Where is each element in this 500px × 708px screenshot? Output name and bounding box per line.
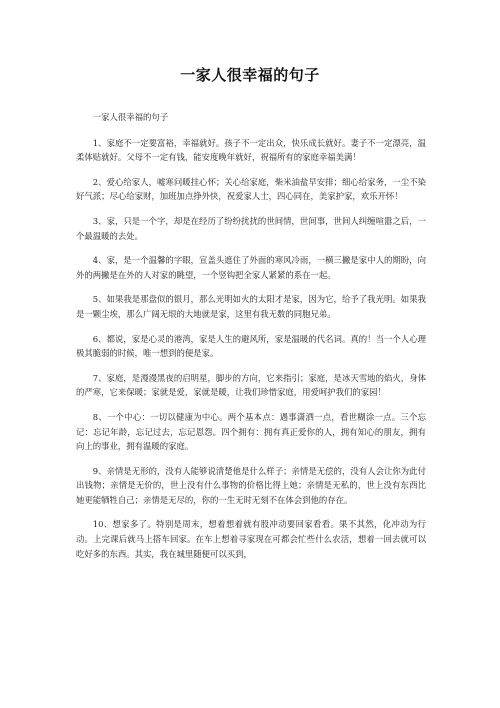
paragraph: 3、家，只是一个字，却是在经历了纷纷扰扰的世间情，世间事，世间人纠缠喧嚣之后，一个最温暖的去处。 bbox=[76, 215, 426, 241]
paragraph: 6、都说，家是心灵的港湾，家是人生的避风所，家是温暖的代名词。真的！当一个人心理极其脆弱的时候，唯一想到的便是家。 bbox=[76, 333, 426, 359]
paragraph: 2、爱心给家人，嘘寒问暖挂心怀；关心给家庭，柴米油盐早安排；细心给家务，一尘不染好气派；尽心给家财，加班加点挣外快，祝爱家人士，四心同在，美家护家，欢乐开怀！ bbox=[76, 176, 426, 202]
paragraph: 9、亲情是无形的，没有人能够说清楚他是什么样子；亲情是无偿的，没有人会让你为此付出钱物；亲情是无价的，世上没有什么事物的价格比得上她；亲情是无私的，世上没有东西比她更能牺牲自己；亲情是无尽的，你的一生无时无刻不在体会到他的存在。 bbox=[76, 465, 426, 505]
paragraph: 10、想家多了。特别是周末，想着想着就有股冲动要回家看看。果不其然，化冲动为行动。上完课后就马上搭车回家。在车上想着寻家现在可都会忙些什么农活，想着一回去就可以吃好多的东西。其实，我在城里随便可以买到， bbox=[76, 519, 426, 559]
document-body bbox=[76, 110, 426, 571]
paragraph: 1、家庭不一定要富裕，幸福就好。孩子不一定出众，快乐成长就好。妻子不一定漂亮，温柔体贴就好。父母不一定有钱，能安度晚年就好，祝福所有的家庭幸福美满！ bbox=[76, 137, 426, 163]
paragraph: 4、家，是一个温馨的字眼，宣盖头遮住了外面的寒风冷雨，一横三撇是家中人的期盼，向外的两撇是在外的人对家的眺望，一个竖钩把全家人紧紧的系在一起。 bbox=[76, 255, 426, 280]
paragraph: 7、家庭，是漫漫黑夜的启明星，脚步的方向，它来指引；家庭，是冰天雪地的焰火，身体的严寒，它来保暖；家就是爱，家就是暖，让我们珍惜家庭，用爱呵护我们的家园！ bbox=[76, 372, 426, 398]
document-subheading: 一家人很幸福的句子 bbox=[92, 112, 169, 122]
document-title: 一家人很幸福的句子 bbox=[180, 66, 320, 84]
paragraph: 8、一个中心：一切以健康为中心。两个基本点：遇事潇洒一点，看世糊涂一点。三个忘记：忘记年龄，忘记过去，忘记恩怨。四个拥有：拥有真正爱你的人，拥有知心的朋友，拥有向上的事业，拥有温暖的家庭。 bbox=[76, 411, 426, 452]
paragraph: 5、如果我是那盘似的银月，那么光明如火的太阳才是家，因为它，给予了我光明。如果我是一颗尘埃，那么广阔无垠的大地就是家，这里有我无数的同胞兄弟。 bbox=[76, 294, 426, 319]
